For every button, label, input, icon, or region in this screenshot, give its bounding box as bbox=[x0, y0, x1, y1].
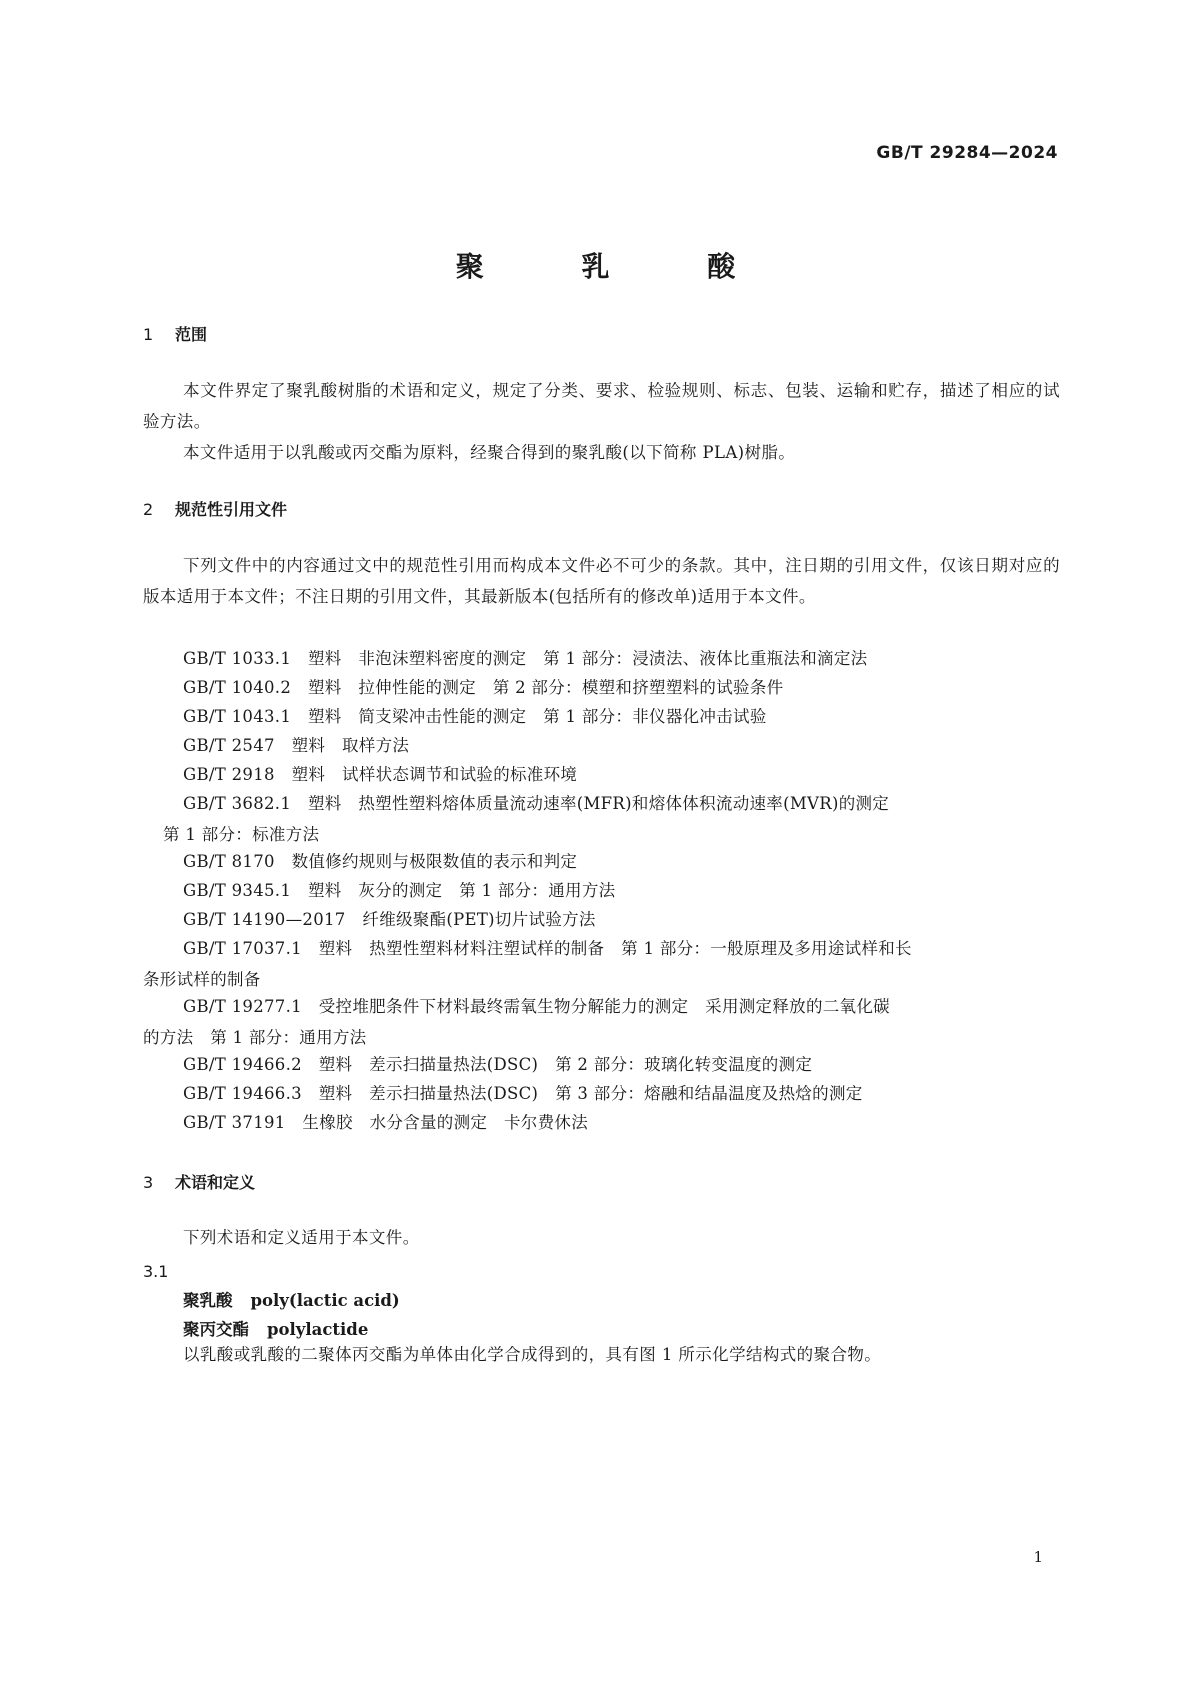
reference-continuation: 的方法 第 1 部分：通用方法 bbox=[143, 1028, 367, 1047]
reference-text: GB/T 3682.1 塑料 热塑性塑料熔体质量流动速率(MFR)和熔体体积流动速率(MVR)的测定 bbox=[183, 794, 890, 813]
term-chinese: 聚丙交酯 bbox=[183, 1320, 249, 1339]
section-2-heading bbox=[143, 497, 287, 520]
reference-continuation: 条形试样的制备 bbox=[143, 970, 261, 989]
reference-item bbox=[143, 904, 1060, 935]
reference-item bbox=[143, 991, 1060, 1053]
reference-item bbox=[143, 730, 1060, 761]
reference-text: GB/T 1040.2 塑料 拉伸性能的测定 第 2 部分：模塑和挤塑塑料的试验条件 bbox=[183, 678, 784, 697]
reference-text: GB/T 2547 塑料 取样方法 bbox=[183, 736, 410, 755]
section-1-paragraph-1: 本文件界定了聚乳酸树脂的术语和定义，规定了分类、要求、检验规则、标志、包装、运输和贮存，描述了相应的试验方法。 bbox=[143, 381, 1060, 431]
reference-item bbox=[143, 1107, 1060, 1138]
reference-item bbox=[143, 759, 1060, 790]
reference-text: GB/T 14190—2017 纤维级聚酯(PET)切片试验方法 bbox=[183, 910, 596, 929]
reference-text: GB/T 2918 塑料 试样状态调节和试验的标准环境 bbox=[183, 765, 578, 784]
reference-item bbox=[143, 933, 1060, 995]
section-number: 3 bbox=[143, 1173, 154, 1192]
reference-item bbox=[143, 672, 1060, 703]
reference-item bbox=[143, 701, 1060, 732]
reference-text: GB/T 17037.1 塑料 热塑性塑料材料注塑试样的制备 第 1 部分：一般原理及多用途试样和长 bbox=[183, 939, 912, 958]
reference-item bbox=[143, 875, 1060, 906]
reference-continuation: 第 1 部分：标准方法 bbox=[163, 825, 320, 844]
reference-item bbox=[143, 1078, 1060, 1109]
reference-text: GB/T 9345.1 塑料 灰分的测定 第 1 部分：通用方法 bbox=[183, 881, 616, 900]
term-english: poly(lactic acid) bbox=[250, 1291, 400, 1310]
page-number: 1 bbox=[1033, 1548, 1043, 1566]
document-title: 聚 乳 酸 bbox=[455, 250, 780, 283]
section-title: 范围 bbox=[175, 325, 208, 344]
term-english: polylactide bbox=[267, 1320, 369, 1339]
reference-text: GB/T 19277.1 受控堆肥条件下材料最终需氧生物分解能力的测定 采用测定释放的二氧化碳 bbox=[183, 997, 890, 1016]
term-entry-2 bbox=[183, 1316, 368, 1340]
section-number: 2 bbox=[143, 500, 154, 519]
reference-text: GB/T 1033.1 塑料 非泡沫塑料密度的测定 第 1 部分：浸渍法、液体比重瓶法和滴定法 bbox=[183, 649, 868, 668]
term-definition: 以乳酸或乳酸的二聚体丙交酯为单体由化学合成得到的，具有图 1 所示化学结构式的聚合物。 bbox=[183, 1345, 882, 1364]
section-3-intro: 下列术语和定义适用于本文件。 bbox=[183, 1228, 420, 1247]
reference-item bbox=[143, 788, 1060, 850]
section-number: 1 bbox=[143, 325, 154, 344]
reference-item bbox=[143, 846, 1060, 877]
standard-number: GB/T 29284—2024 bbox=[876, 143, 1058, 163]
reference-text: GB/T 19466.2 塑料 差示扫描量热法(DSC) 第 2 部分：玻璃化转变温度的测定 bbox=[183, 1055, 813, 1074]
section-title: 术语和定义 bbox=[175, 1173, 256, 1192]
section-3-heading bbox=[143, 1170, 255, 1193]
reference-item bbox=[143, 1049, 1060, 1080]
reference-text: GB/T 8170 数值修约规则与极限数值的表示和判定 bbox=[183, 852, 578, 871]
reference-text: GB/T 19466.3 塑料 差示扫描量热法(DSC) 第 3 部分：熔融和结晶温度及热焓的测定 bbox=[183, 1084, 863, 1103]
term-entry-1 bbox=[183, 1287, 400, 1311]
term-chinese: 聚乳酸 bbox=[183, 1291, 233, 1310]
term-number: 3.1 bbox=[143, 1262, 169, 1281]
section-title: 规范性引用文件 bbox=[175, 500, 288, 519]
reference-text: GB/T 1043.1 塑料 简支梁冲击性能的测定 第 1 部分：非仪器化冲击试验 bbox=[183, 707, 767, 726]
reference-text: GB/T 37191 生橡胶 水分含量的测定 卡尔费休法 bbox=[183, 1113, 589, 1132]
section-1-heading bbox=[143, 322, 207, 345]
section-2-intro: 下列文件中的内容通过文中的规范性引用而构成本文件必不可少的条款。其中，注日期的引用文件，仅该日期对应的版本适用于本文件；不注日期的引用文件，其最新版本(包括所有的修改单)适用于本文件。 bbox=[143, 556, 1060, 606]
section-1-paragraph-2: 本文件适用于以乳酸或丙交酯为原料，经聚合得到的聚乳酸(以下简称 PLA)树脂。 bbox=[183, 443, 796, 462]
reference-item bbox=[143, 643, 1060, 674]
